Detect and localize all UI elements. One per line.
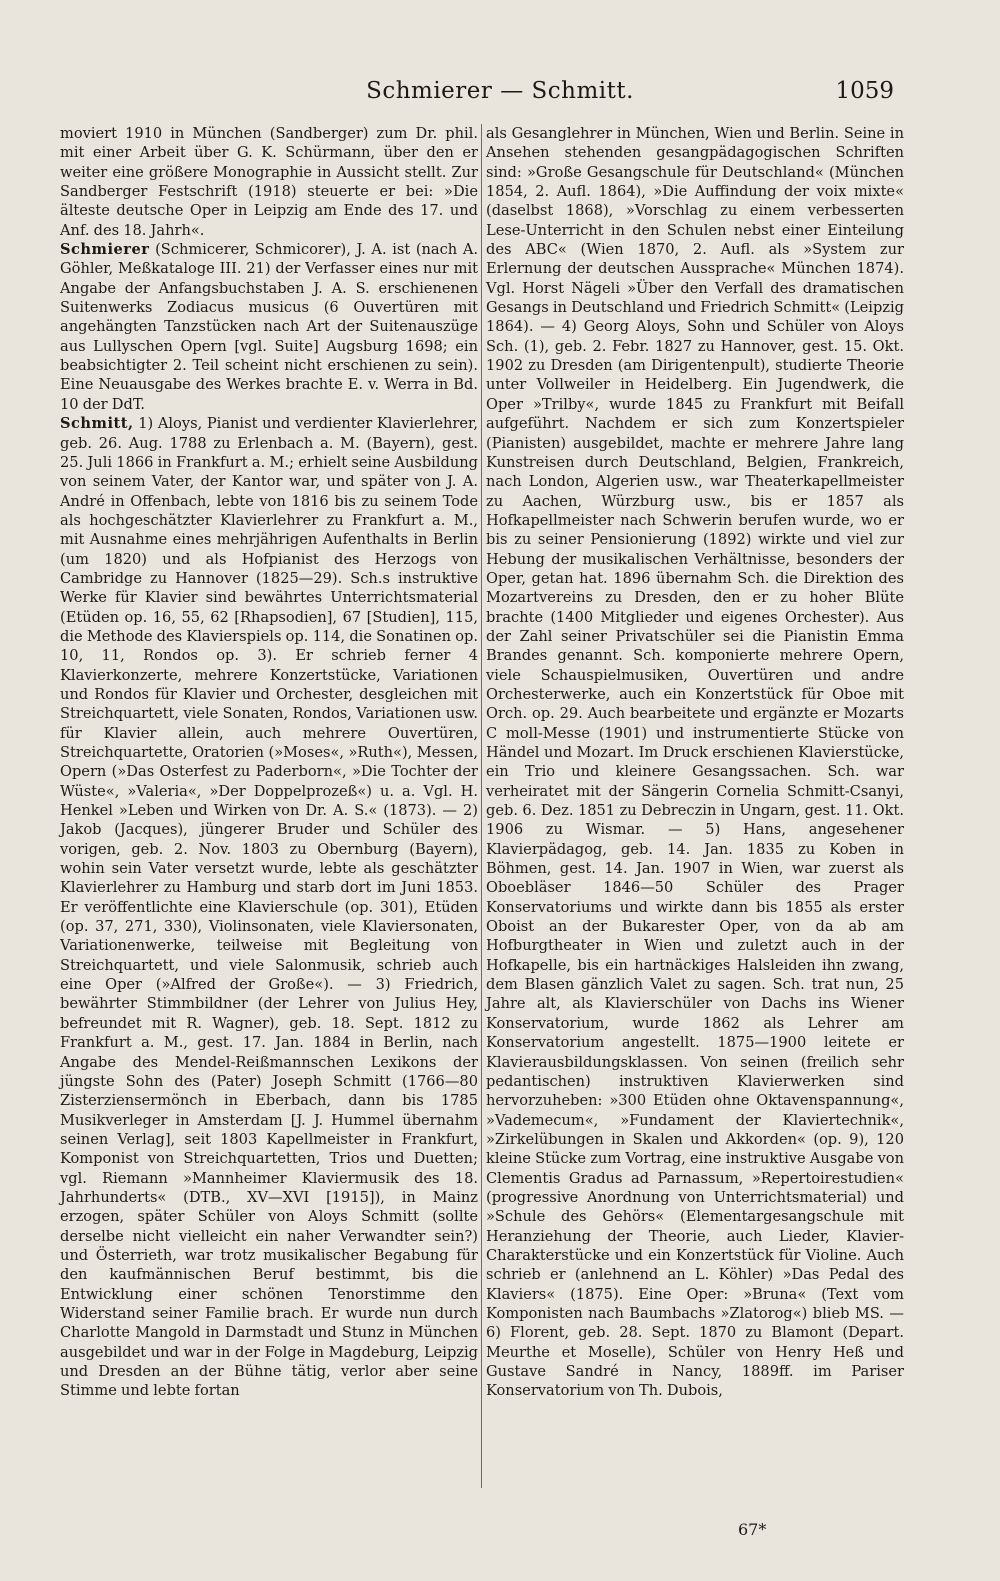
entry-continuation: moviert 1910 in München (Sandberger) zum Dr. phil. mit einer Arbeit über G. K. Schürmann, über den er weiter eine größere Monographie in Aussicht stellt. Zur Sandberger Festschrift (1918) steuerte er bei: »Die älteste deutsche Oper in Leipzig am Ende des 17. und Anf. des 18. Jahrh«. [60,125,478,239]
running-title: Schmierer — Schmitt. [366,78,634,104]
headword: Schmierer [60,241,150,259]
entry-schmierer: Schmierer (Schmicerer, Schmicorer), J. A. ist (nach A. Göhler, Meßkataloge III. 21) der Verfasser eines nur mit Angabe der Anfangsbuchstaben J. A. S. erschienenen Suitenwerks Zodiacus musicus (6 Ouvertüren mit angehängten Tanzstücken nach Art der Suitenauszüge aus Lullyschen Opern [vgl. Suite] Augsburg 1698; ein beabsichtigter 2. Teil scheint nicht erschienen zu sein). Eine Neuausgabe des Werkes brachte E. v. Werra in Bd. 10 der DdT. [60,241,478,413]
right-column [486,124,904,1401]
page-number: 1059 [835,78,894,104]
column-divider [481,124,482,1488]
entry-schmitt-continued: als Gesanglehrer in München, Wien und Berlin. Seine in Ansehen stehenden gesangpädagogischen Schriften sind: »Große Gesangschule für Deutschland« (München 1854, 2. Aufl. 1864), »Die Auffindung der voix mixte« (daselbst 1868), »Vorschlag zu einem verbesserten Lese-Unterricht in den Schulen nebst einer Einteilung des ABC« (Wien 1870, 2. Aufl. als »System zur Erlernung der deutschen Aussprache« München 1874). Vgl. Horst Nägeli »Über den Verfall des dramatischen Gesangs in Deutschland und Friedrich Schmitt« (Leipzig 1864). — 4) Georg Aloys, Sohn und Schüler von Aloys Sch. (1), geb. 2. Febr. 1827 zu Hannover, gest. 15. Okt. 1902 zu Dresden (am Dirigentenpult), studierte Theorie unter Vollweiler in Heidelberg. Ein Jugendwerk, die Oper »Trilby«, wurde 1845 zu Frankfurt mit Beifall aufgeführt. Nachdem er sich zum Konzertspieler (Pianisten) ausgebildet, machte er mehrere Jahre lang Kunstreisen durch Deutschland, Belgien, Frankreich, nach London, Algerien usw., war Theaterkapellmeister zu Aachen, Würzburg usw., bis er 1857 als Hofkapellmeister nach Schwerin berufen wurde, wo er bis zu seiner Pensionierung (1892) wirkte und viel zur Hebung der musikalischen Verhältnisse, besonders der Oper, getan hat. 1896 übernahm Sch. die Direktion des Mozartvereins zu Dresden, den er zu hoher Blüte brachte (1400 Mitglieder und eigenes Orchester). Aus der Zahl seiner Privatschüler sei die Pianistin Emma Brandes genannt. Sch. komponierte mehrere Opern, viele Schauspielmusiken, Ouvertüren und andre Orchesterwerke, auch ein Konzertstück für Oboe mit Orch. op. 29. Auch bearbeitete und ergänzte er Mozarts C moll-Messe (1901) und instrumentierte Stücke von Händel und Mozart. Im Druck erschienen Klavierstücke, ein Trio und kleinere Gesangssachen. Sch. war verheiratet mit der Sängerin Cornelia Schmitt-Csanyi, geb. 6. Dez. 1851 zu Debreczin in Ungarn, gest. 11. Okt. 1906 zu Wismar. — 5) Hans, angesehener Klavierpädagog, geb. 14. Jan. 1835 zu Koben in Böhmen, gest. 14. Jan. 1907 in Wien, war zuerst als Oboebläser 1846—50 Schüler des Prager Konservatoriums und wirkte dann bis 1855 als erster Oboist an der Bukarester Oper, von da ab am Hofburgtheater in Wien und zuletzt auch in der Hofkapelle, bis ein hartnäckiges Halsleiden ihn zwang, dem Blasen gänzlich Valet zu sagen. Sch. trat nun, 25 Jahre alt, als Klavierschüler von Dachs ins Wiener Konservatorium, wurde 1862 als Lehrer am Konservatorium angestellt. 1875—1900 leitete er Klavierausbildungsklassen. Von seinen (freilich sehr pedantischen) instruktiven Klavierwerken sind hervorzuheben: »300 Etüden ohne Oktavenspannung«, »Vademecum«, »Fundament der Klaviertechnik«, »Zirkelübungen in Skalen und Akkorden« (op. 9), 120 kleine Stücke zum Vortrag, eine instruktive Ausgabe von Clementis Gradus ad Parnassum, »Repertoirestudien« (progressive Anordnung von Unterrichtsmaterial) und »Schule des Gehörs« (Elementargesangschule mit Heranziehung der Theorie, auch Lieder, Klavier-Charakterstücke und ein Konzertstück für Violine. Auch schrieb er (anlehnend an L. Köhler) »Das Pedal des Klaviers« (1875). Eine Oper: »Bruna« (Text vom Komponisten nach Baumbachs »Zlatorog«) blieb MS. — 6) Florent, geb. 28. Sept. 1870 zu Blamont (Depart. Meurthe et Moselle), Schüler von Henry Heß und Gustave Sandré in Nancy, 1889ff. im Pariser Konservatorium von Th. Dubois, [486,125,904,1400]
page-header [60,78,940,118]
headword: Schmitt, [60,415,134,433]
left-column [60,124,478,1401]
entry-schmitt: Schmitt, 1) Aloys, Pianist und verdienter Klavierlehrer, geb. 26. Aug. 1788 zu Erlenbach a. M. (Bayern), gest. 25. Juli 1866 in Frankfurt a. M.; erhielt seine Ausbildung von seinem Vater, der Kantor war, und später von J. A. André in Offenbach, lebte von 1816 bis zu seinem Tode als hochgeschätzter Klavierlehrer zu Frankfurt a. M., mit Ausnahme eines mehrjährigen Aufenthalts in Berlin (um 1820) und als Hofpianist des Herzogs von Cambridge zu Hannover (1825—29). Sch.s instruktive Werke für Klavier sind bewährtes Unterrichtsmaterial (Etüden op. 16, 55, 62 [Rhapsodien], 67 [Studien], 115, die Methode des Klavierspiels op. 114, die Sonatinen op. 10, 11, Rondos op. 3). Er schrieb ferner 4 Klavierkonzerte, mehrere Konzertstücke, Variationen und Rondos für Klavier und Orchester, desgleichen mit Streichquartett, viele Sonaten, Rondos, Variationen usw. für Klavier allein, auch mehrere Ouvertüren, Streichquartette, Oratorien (»Moses«, »Ruth«), Messen, Opern (»Das Osterfest zu Paderborn«, »Die Tochter der Wüste«, »Valeria«, »Der Doppelprozeß«) u. a. Vgl. H. Henkel »Leben und Wirken von Dr. A. S.« (1873). — 2) Jakob (Jacques), jüngerer Bruder und Schüler des vorigen, geb. 2. Nov. 1803 zu Obernburg (Bayern), wohin sein Vater versetzt wurde, lebte als geschätzter Klavierlehrer zu Hamburg und starb dort im Juni 1853. Er veröffentlichte eine Klavierschule (op. 301), Etüden (op. 37, 271, 330), Violinsonaten, viele Klaviersonaten, Variationenwerke, teilweise mit Begleitung von Streichquartett, und viele Salonmusik, schrieb auch eine Oper (»Alfred der Große«). — 3) Friedrich, bewährter Stimmbildner (der Lehrer von Julius Hey, befreundet mit R. Wagner), geb. 18. Sept. 1812 zu Frankfurt a. M., gest. 17. Jan. 1884 in Berlin, nach Angabe des Mendel-Reißmannschen Lexikons der jüngste Sohn des (Pater) Joseph Schmitt (1766—80 Zisterziensermönch in Eberbach, dann bis 1785 Musikverleger in Amsterdam [J. J. Hummel übernahm seinen Verlag], seit 1803 Kapellmeister in Frankfurt, Komponist von Streichquartetten, Trios und Duetten; vgl. Riemann »Mannheimer Klaviermusik des 18. Jahrhunderts« (DTB., XV—XVI [1915]), in Mainz erzogen, später Schüler von Aloys Schmitt (sollte derselbe nicht vielleicht ein naher Verwandter sein?) und Österrieth, war trotz musikalischer Begabung für den kaufmännischen Beruf bestimmt, bis die Entwicklung einer schönen Tenorstimme den Widerstand seiner Familie brach. Er wurde nun durch Charlotte Mangold in Darmstadt und Stunz in München ausgebildet und war in der Folge in Magdeburg, Leipzig und Dresden an der Bühne tätig, verlor aber seine Stimme und lebte fortan [60,415,478,1400]
signature-mark: 67* [738,1520,767,1539]
